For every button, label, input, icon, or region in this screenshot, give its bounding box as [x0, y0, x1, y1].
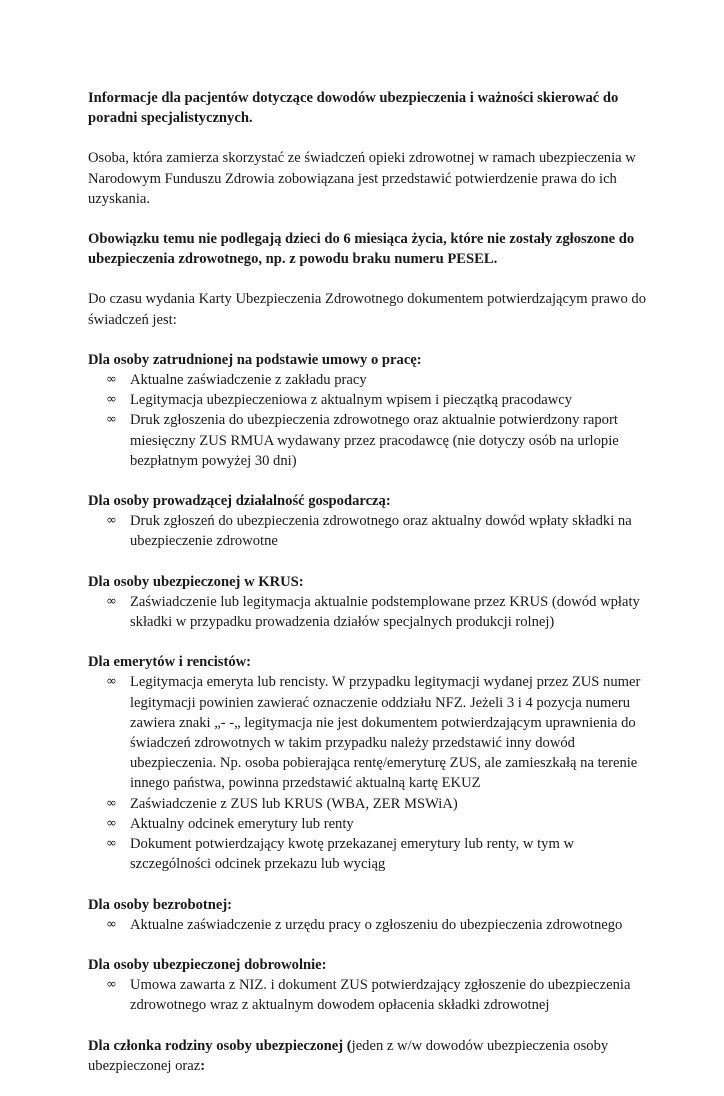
section-heading: Dla osoby prowadzącej działalność gospodarczą:: [88, 493, 391, 510]
infinity-bullet-icon: ∞: [106, 392, 117, 408]
infinity-bullet-icon: ∞: [106, 916, 117, 932]
list-item-text: Druk zgłoszeń do ubezpieczenia zdrowotnego oraz aktualny dowód wpłaty składki na ubezpieczenie zdrowotne: [130, 513, 632, 550]
intro-paragraph: Osoba, która zamierza skorzystać ze świadczeń opieki zdrowotnej w ramach ubezpieczenia w Narodowym Funduszu Zdrowia zobowiązana jest przedstawić potwierdzenie prawa do ich uzyskania.: [88, 150, 636, 207]
bullet-list: [88, 915, 648, 935]
section-heading: Dla osoby ubezpieczonej dobrowolnie:: [88, 956, 327, 973]
infinity-bullet-icon: ∞: [106, 513, 117, 529]
section-heading: Dla emerytów i rencistów:: [88, 654, 252, 671]
section-heading: Dla osoby zatrudnionej na podstawie umowy o pracę:: [88, 351, 422, 368]
infinity-bullet-icon: ∞: [106, 836, 117, 852]
family-heading-start: Dla członka rodziny osoby ubezpieczonej (: [88, 1037, 352, 1054]
list-item-text: Legitymacja ubezpieczeniowa z aktualnym wpisem i pieczątką pracodawcy: [130, 392, 573, 409]
list-item: [88, 975, 648, 1015]
section: [88, 652, 648, 874]
bullet-list: [88, 511, 648, 551]
bullet-list: [88, 370, 648, 471]
list-item-text: Aktualny odcinek emerytury lub renty: [130, 815, 354, 832]
list-item: [88, 370, 648, 390]
list-item-text: Aktualne zaświadczenie z zakładu pracy: [130, 372, 367, 389]
list-item: [88, 592, 648, 632]
list-item: [88, 390, 648, 410]
document-title: Informacje dla pacjentów dotyczące dowodów ubezpieczenia i ważności skierować do poradni specjalistycznych.: [88, 90, 619, 127]
list-item: [88, 915, 648, 935]
document-page: [88, 88, 648, 1096]
lead-paragraph: Do czasu wydania Karty Ubezpieczenia Zdrowotnego dokumentem potwierdzającym prawo do świadczeń jest:: [88, 291, 647, 328]
infinity-bullet-icon: ∞: [106, 412, 117, 428]
section-heading: Dla osoby bezrobotnej:: [88, 896, 233, 913]
section: [88, 350, 648, 471]
family-heading-mid: jeden z w/w dowodów ubezpieczenia osoby ubezpieczonej oraz: [88, 1037, 609, 1074]
sections-container: [88, 350, 648, 1016]
bullet-list: [88, 975, 648, 1015]
list-item: [88, 814, 648, 834]
infinity-bullet-icon: ∞: [106, 674, 117, 690]
list-item-text: Aktualne zaświadczenie z urzędu pracy o zgłoszeniu do ubezpieczenia zdrowotnego: [130, 916, 623, 933]
list-item-text: Umowa zawarta z NIZ. i dokument ZUS potwierdzający zgłoszenie do ubezpieczenia zdrowotnego wraz z aktualnym dowodem opłacenia składki zdrowotnej: [130, 977, 631, 1014]
list-item-text: Dokument potwierdzający kwotę przekazanej emerytury lub renty, w tym w szczególności odcinek przekazu lub wyciąg: [130, 836, 575, 873]
section: [88, 955, 648, 1016]
list-item: [88, 794, 648, 814]
list-item: [88, 834, 648, 874]
family-member-paragraph: [88, 1036, 648, 1076]
list-item-text: Zaświadczenie z ZUS lub KRUS (WBA, ZER MSWiA): [130, 795, 458, 812]
list-item: [88, 672, 648, 793]
section: [88, 895, 648, 935]
list-item-text: Legitymacja emeryta lub rencisty. W przypadku legitymacji wydanej przez ZUS numer legitymacji powinien zawierać oznaczenie oddziału NFZ. Jeżeli 3 i 4 pozycja numeru zawiera znaki „- -„ legitymacja nie jest dokumentem potwierdzającym uprawnienia do świadczeń zdrowotnych w takim przypadku należy przedstawić inny dowód ubezpieczenia. Np. osoba pobierająca rentę/emeryturę ZUS, ale zamieszkałą na terenie innego państwa, powinna przedstawić aktualną kartę EKUZ: [130, 674, 641, 792]
bullet-list: [88, 672, 648, 874]
list-item-text: Zaświadczenie lub legitymacja aktualnie podstemplowane przez KRUS (dowód wpłaty składki w przypadku prowadzenia działów specjalnych produkcji rolnej): [130, 593, 640, 631]
section: [88, 572, 648, 633]
infinity-bullet-icon: ∞: [106, 372, 117, 388]
infinity-bullet-icon: ∞: [106, 977, 117, 993]
bullet-list: [88, 592, 648, 632]
list-item: [88, 511, 648, 551]
infinity-bullet-icon: ∞: [106, 593, 117, 609]
infinity-bullet-icon: ∞: [106, 795, 117, 811]
list-item: [88, 410, 648, 471]
section-heading: Dla osoby ubezpieczonej w KRUS:: [88, 573, 304, 590]
family-heading-end: :: [200, 1057, 206, 1074]
infinity-bullet-icon: ∞: [106, 815, 117, 831]
section: [88, 491, 648, 552]
exemption-paragraph: Obowiązku temu nie podlegają dzieci do 6 miesiąca życia, które nie zostały zgłoszone do ubezpieczenia zdrowotnego, np. z powodu braku numeru PESEL.: [88, 231, 635, 268]
list-item-text: Druk zgłoszenia do ubezpieczenia zdrowotnego oraz aktualnie potwierdzony raport miesięczny ZUS RMUA wydawany przez pracodawcę (nie dotyczy osób na urlopie bezpłatnym powyżej 30 dni): [130, 412, 619, 469]
